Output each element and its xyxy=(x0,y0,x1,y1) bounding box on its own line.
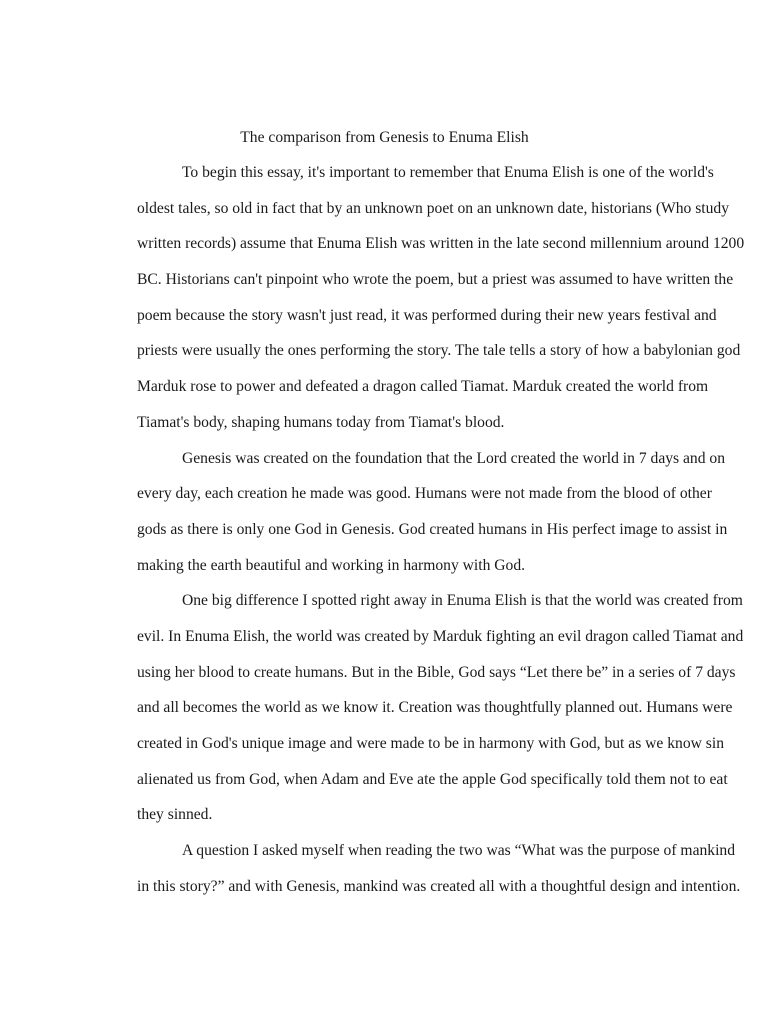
text-line: oldest tales, so old in fact that by an unknown poet on an unknown date, historians (Who study xyxy=(137,199,730,217)
paragraph-3 xyxy=(91,583,744,833)
text-line: alienated us from God, when Adam and Eve ate the apple God specifically told them not to eat xyxy=(137,770,728,788)
text-line: written records) assume that Enuma Elish was written in the late second millennium around 1200 xyxy=(137,235,745,253)
document-title: The comparison from Genesis to Enuma Elish xyxy=(240,129,529,146)
paragraph-1 xyxy=(91,155,745,441)
text-line: in this story?” and with Genesis, mankind was created all with a thoughtful design and intention. xyxy=(137,877,741,895)
text-line: poem because the story wasn't just read, it was performed during their new years festival and xyxy=(137,306,717,324)
text-line: and all becomes the world as we know it. Creation was thoughtfully planned out. Humans were xyxy=(137,699,733,717)
text-line: priests were usually the ones performing the story. The tale tells a story of how a babylonian god xyxy=(137,342,741,360)
text-line: Marduk rose to power and defeated a dragon called Tiamat. Marduk created the world from xyxy=(137,378,709,396)
paragraph-4 xyxy=(91,833,741,904)
text-line: To begin this essay, it's important to remember that Enuma Elish is one of the world's xyxy=(182,164,714,181)
text-line: One big difference I spotted right away in Enuma Elish is that the world was created from xyxy=(182,592,743,610)
text-line: BC. Historians can't pinpoint who wrote the poem, but a priest was assumed to have written the xyxy=(137,271,734,289)
text-line: every day, each creation he made was good. Humans were not made from the blood of other xyxy=(137,485,712,503)
text-line: Genesis was created on the foundation that the Lord created the world in 7 days and on xyxy=(182,449,726,467)
text-line: making the earth beautiful and working in harmony with God. xyxy=(137,556,526,574)
paragraph-2 xyxy=(91,441,728,584)
text-line: A question I asked myself when reading the two was “What was the purpose of mankind xyxy=(182,842,736,860)
text-line: using her blood to create humans. But in the Bible, God says “Let there be” in a series of 7 days xyxy=(137,663,736,681)
text-line: gods as there is only one God in Genesis. God created humans in His perfect image to assist in xyxy=(137,520,728,538)
text-line: evil. In Enuma Elish, the world was created by Marduk fighting an evil dragon called Tiamat and xyxy=(137,627,744,645)
text-line: they sinned. xyxy=(137,806,213,824)
text-line: created in God's unique image and were made to be in harmony with God, but as we know sin xyxy=(137,735,724,752)
text-line: Tiamat's body, shaping humans today from Tiamat's blood. xyxy=(137,413,505,431)
